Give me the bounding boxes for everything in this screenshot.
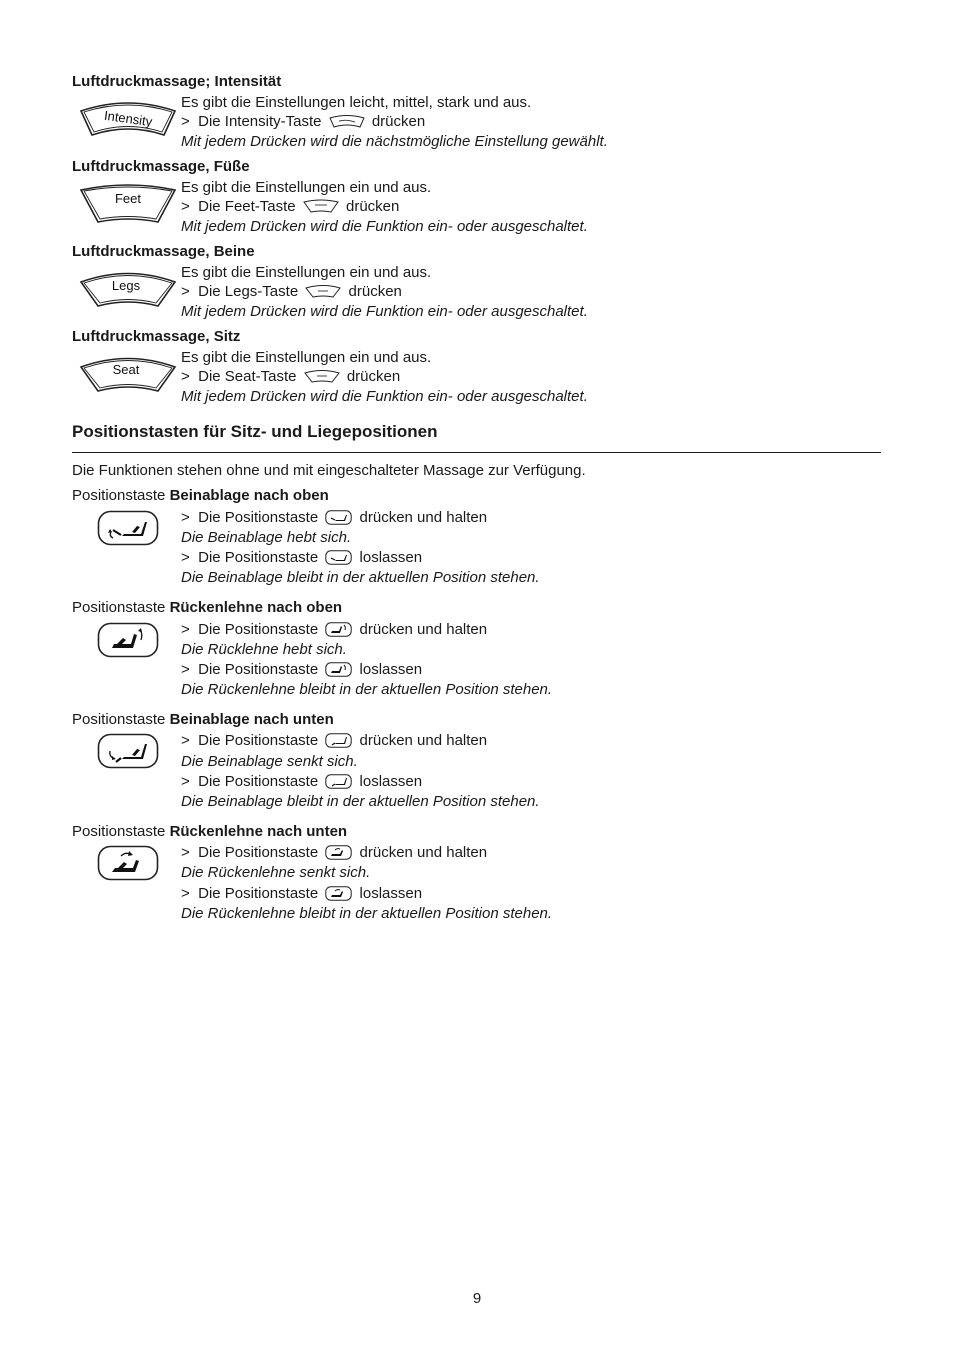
step-text: Die Legs-Taste [198,283,299,300]
position-name: Beinablage nach unten [169,711,334,728]
step-text-after: drücken und halten [359,621,488,638]
step-arrow: > [181,113,190,130]
step-text: Die Positionstaste [198,661,319,678]
step-text: Die Feet-Taste [198,198,296,215]
position-name: Rückenlehne nach unten [169,823,348,840]
legs-step [181,282,402,302]
step-text: Die Positionstaste [198,773,319,790]
step-arrow: > [181,621,190,638]
feet-note: Mit jedem Drücken wird die Funktion ein- oder ausgeschaltet. [181,218,588,235]
leg-down-step2 [181,772,422,792]
intensity-mini-icon [329,114,365,128]
step-arrow: > [181,368,190,385]
seat-button-icon [78,353,178,395]
step-arrow: > [181,509,190,526]
position-heading-leg-down [72,710,334,730]
leg-rest-down-mini-icon [325,733,352,748]
step-text-after: drücken und halten [359,732,488,749]
leg-up-step2 [181,548,422,568]
leg-up-result2: Die Beinablage bleibt in der aktuellen Position stehen. [181,569,540,586]
back-up-result1: Die Rücklehne hebt sich. [181,641,347,658]
step-text: Die Positionstaste [198,844,319,861]
intensity-note: Mit jedem Drücken wird die nächstmögliche Einstellung gewählt. [181,133,608,150]
seat-description: Es gibt die Einstellungen ein und aus. [181,349,432,366]
step-arrow: > [181,198,190,215]
section-divider [72,452,881,453]
feet-step [181,197,399,217]
section-heading-feet: Luftdruckmassage, Füße [72,158,250,175]
section-title: Positionstasten für Sitz- und Liegepositionen [72,422,438,441]
back-up-step2 [181,660,422,680]
position-prefix: Positionstaste [72,823,166,840]
seat-mini-icon [304,369,340,383]
leg-down-step1 [181,731,487,751]
position-heading-leg-up [72,486,329,506]
legs-mini-icon [305,284,341,298]
seat-button-label: Seat [112,362,140,377]
step-text-after: loslassen [359,549,423,566]
position-name: Rückenlehne nach oben [169,599,343,616]
leg-rest-up-mini-icon [325,550,352,565]
legs-description: Es gibt die Einstellungen ein und aus. [181,264,432,281]
legs-button-label: Legs [111,278,141,293]
step-text-after: drücken und halten [359,509,488,526]
back-down-step2 [181,884,422,904]
intro-text: Die Funktionen stehen ohne und mit eingeschalteter Massage zur Verfügung. [72,462,586,479]
step-text: Die Positionstaste [198,549,319,566]
step-text: Die Positionstaste [198,732,319,749]
step-text-after: loslassen [359,661,423,678]
section-heading-legs: Luftdruckmassage, Beine [72,243,255,260]
step-text-after: drücken [346,368,401,385]
position-prefix: Positionstaste [72,711,166,728]
position-prefix: Positionstaste [72,599,166,616]
seat-step [181,367,400,387]
leg-down-result2: Die Beinablage bleibt in der aktuellen Position stehen. [181,793,540,810]
back-up-step1 [181,620,487,640]
leg-up-step1 [181,508,487,528]
feet-button-icon [78,183,178,225]
backrest-down-mini-icon [325,886,352,901]
leg-down-result1: Die Beinablage senkt sich. [181,753,358,770]
intensity-step [181,112,425,132]
position-prefix: Positionstaste [72,487,166,504]
back-down-result2: Die Rückenlehne bleibt in der aktuellen Position stehen. [181,905,553,922]
step-text-after: loslassen [359,773,423,790]
step-arrow: > [181,885,190,902]
step-arrow: > [181,773,190,790]
step-text: Die Intensity-Taste [198,113,322,130]
legs-note: Mit jedem Drücken wird die Funktion ein- oder ausgeschaltet. [181,303,588,320]
step-arrow: > [181,661,190,678]
step-text: Die Positionstaste [198,621,319,638]
leg-up-result1: Die Beinablage hebt sich. [181,529,352,546]
backrest-up-mini-icon [325,662,352,677]
back-down-result1: Die Rückenlehne senkt sich. [181,864,371,881]
intensity-description: Es gibt die Einstellungen leicht, mittel, stark und aus. [181,94,532,111]
step-arrow: > [181,732,190,749]
step-text-after: drücken und halten [359,844,488,861]
intensity-button-label: Intensity [103,107,154,130]
backrest-up-mini-icon [325,622,352,637]
leg-rest-down-icon [97,733,159,769]
step-text: Die Positionstaste [198,885,319,902]
back-up-result2: Die Rückenlehne bleibt in der aktuellen Position stehen. [181,681,553,698]
backrest-up-icon [97,622,159,658]
feet-description: Es gibt die Einstellungen ein und aus. [181,179,432,196]
backrest-down-mini-icon [325,845,352,860]
intensity-button-icon [78,98,178,140]
page-number: 9 [472,1290,482,1307]
step-text-after: drücken [346,198,400,215]
step-arrow: > [181,844,190,861]
section-heading-intensity: Luftdruckmassage; Intensität [72,73,282,90]
feet-mini-icon [303,199,339,213]
step-arrow: > [181,283,190,300]
step-text-after: drücken [371,113,426,130]
step-text: Die Positionstaste [198,509,319,526]
back-down-step1 [181,843,487,863]
position-name: Beinablage nach oben [169,487,329,504]
leg-rest-down-mini-icon [325,774,352,789]
legs-button-icon [78,268,178,310]
section-heading-seat: Luftdruckmassage, Sitz [72,328,241,345]
step-text-after: drücken [348,283,402,300]
leg-rest-up-mini-icon [325,510,352,525]
backrest-down-icon [97,845,159,881]
seat-note: Mit jedem Drücken wird die Funktion ein- oder ausgeschaltet. [181,388,588,405]
step-text: Die Seat-Taste [198,368,297,385]
step-arrow: > [181,549,190,566]
position-heading-back-up [72,598,342,618]
leg-rest-up-icon [97,510,159,546]
step-text-after: loslassen [359,885,423,902]
feet-button-label: Feet [114,191,142,206]
position-heading-back-down [72,822,347,842]
